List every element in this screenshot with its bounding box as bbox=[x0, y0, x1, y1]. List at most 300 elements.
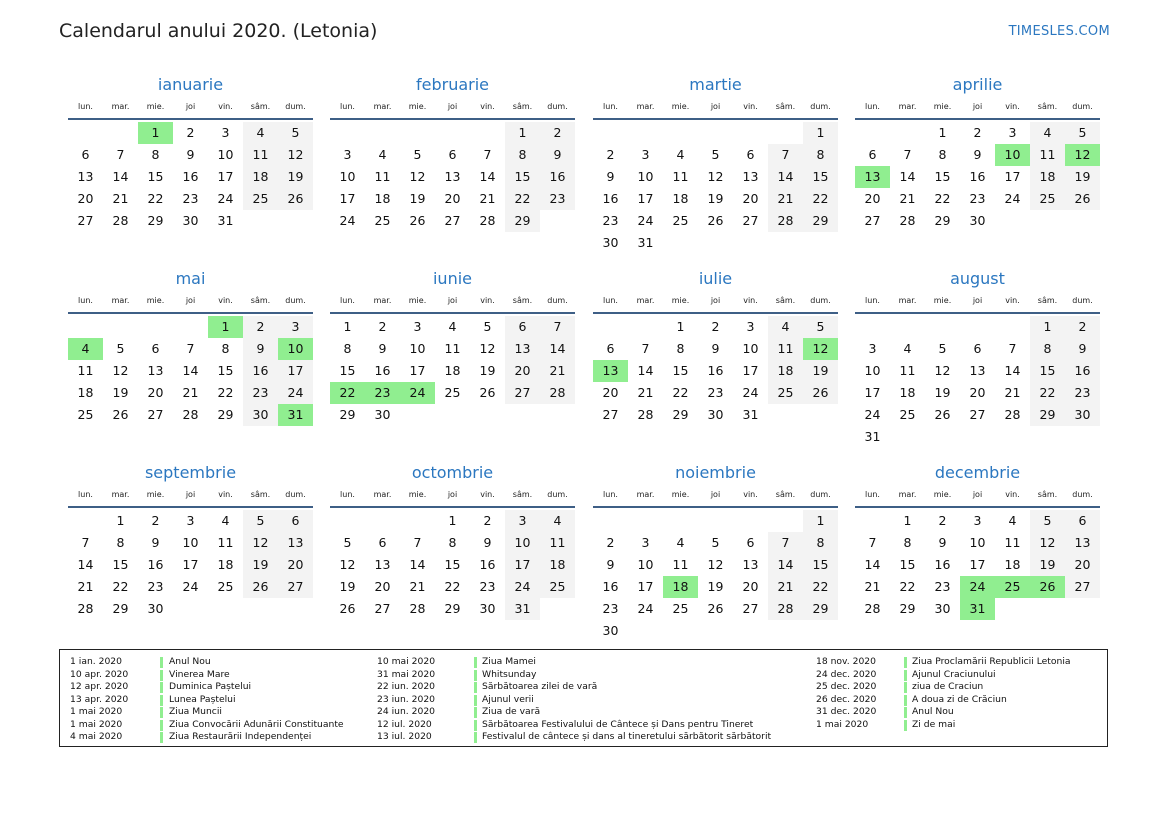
day-cell: 6 bbox=[746, 535, 755, 550]
month-name: iunie bbox=[432, 269, 472, 288]
day-cell: 12 bbox=[707, 557, 724, 572]
day-cell: 21 bbox=[540, 360, 575, 382]
day-cell: 15 bbox=[339, 363, 356, 378]
weekday-label: mie. bbox=[671, 490, 690, 499]
day-cell: 16 bbox=[707, 363, 724, 378]
day-cell: 19 bbox=[339, 579, 356, 594]
day-cell: 16 bbox=[602, 579, 619, 594]
day-cell: 20 bbox=[444, 191, 461, 206]
holiday-day-cell: 26 bbox=[1030, 576, 1065, 598]
day-cell: 29 bbox=[803, 598, 838, 620]
month-iunie bbox=[330, 268, 575, 448]
day-cell: 5 bbox=[243, 510, 278, 532]
day-cell: 1 bbox=[676, 319, 685, 334]
day-cell: 15 bbox=[803, 554, 838, 576]
weekday-label: mie. bbox=[933, 296, 952, 305]
day-cell: 3 bbox=[505, 510, 540, 532]
day-cell: 28 bbox=[899, 213, 916, 228]
legend-item bbox=[70, 731, 429, 744]
day-cell: 11 bbox=[77, 363, 94, 378]
day-cell: 23 bbox=[707, 385, 724, 400]
legend-item bbox=[70, 694, 429, 707]
weekday-label: mar. bbox=[111, 296, 130, 305]
month-septembrie bbox=[68, 462, 313, 642]
day-cell: 3 bbox=[973, 513, 982, 528]
day-cell: 30 bbox=[602, 235, 619, 250]
day-cell: 29 bbox=[934, 213, 951, 228]
day-cell: 18 bbox=[217, 557, 234, 572]
day-cell: 29 bbox=[339, 407, 356, 422]
month-divider bbox=[855, 506, 1100, 508]
weekday-label: lun. bbox=[865, 296, 880, 305]
holiday-name: Whitsunday bbox=[482, 668, 537, 680]
day-cell: 19 bbox=[243, 554, 278, 576]
day-cell: 10 bbox=[637, 169, 654, 184]
legend-item bbox=[70, 669, 429, 682]
day-cell: 27 bbox=[742, 213, 759, 228]
day-cell: 7 bbox=[641, 341, 650, 356]
weekday-label: mar. bbox=[636, 102, 655, 111]
day-cell: 15 bbox=[112, 557, 129, 572]
holiday-date: 31 dec. 2020 bbox=[816, 706, 877, 717]
day-cell: 5 bbox=[711, 535, 720, 550]
weekday-label: vin. bbox=[1005, 102, 1020, 111]
day-cell: 12 bbox=[409, 169, 426, 184]
day-cell: 9 bbox=[606, 557, 615, 572]
weekday-label: mie. bbox=[146, 102, 165, 111]
holiday-marker bbox=[474, 720, 477, 731]
day-cell: 20 bbox=[374, 579, 391, 594]
day-cell: 25 bbox=[672, 601, 689, 616]
month-august bbox=[855, 268, 1100, 448]
day-cell: 2 bbox=[606, 147, 615, 162]
day-cell: 2 bbox=[186, 125, 195, 140]
day-cell: 6 bbox=[746, 147, 755, 162]
day-cell: 17 bbox=[278, 360, 313, 382]
day-cell: 14 bbox=[1004, 363, 1021, 378]
day-cell: 4 bbox=[676, 535, 685, 550]
weekday-label: mie. bbox=[933, 490, 952, 499]
day-cell: 14 bbox=[899, 169, 916, 184]
day-cell: 14 bbox=[409, 557, 426, 572]
day-cell: 24 bbox=[637, 601, 654, 616]
holiday-date: 24 dec. 2020 bbox=[816, 668, 877, 680]
weekday-label: dum. bbox=[285, 102, 306, 111]
holiday-date: 25 dec. 2020 bbox=[816, 681, 877, 692]
legend-item bbox=[70, 706, 429, 719]
day-cell: 6 bbox=[278, 510, 313, 532]
day-cell: 18 bbox=[540, 554, 575, 576]
weekday-label: joi bbox=[185, 102, 196, 111]
weekday-label: sâm. bbox=[250, 296, 271, 305]
day-cell: 1 bbox=[116, 513, 125, 528]
weekday-label: mar. bbox=[373, 490, 392, 499]
holiday-name: Ajunul verii bbox=[482, 693, 534, 705]
day-cell: 16 bbox=[1065, 360, 1100, 382]
day-cell: 12 bbox=[112, 363, 129, 378]
day-cell: 8 bbox=[343, 341, 352, 356]
holiday-marker bbox=[904, 695, 907, 706]
day-cell: 9 bbox=[243, 338, 278, 360]
day-cell: 25 bbox=[217, 579, 234, 594]
day-cell: 3 bbox=[278, 316, 313, 338]
day-cell: 8 bbox=[676, 341, 685, 356]
holiday-date: 26 dec. 2020 bbox=[816, 693, 877, 705]
day-cell: 14 bbox=[182, 363, 199, 378]
day-cell: 22 bbox=[444, 579, 461, 594]
weekday-label: joi bbox=[447, 102, 458, 111]
holiday-marker bbox=[160, 707, 163, 718]
day-cell: 13 bbox=[278, 532, 313, 554]
weekday-label: sâm. bbox=[250, 102, 271, 111]
legend-item bbox=[70, 681, 429, 694]
day-cell: 4 bbox=[676, 147, 685, 162]
day-cell: 8 bbox=[938, 147, 947, 162]
holiday-marker bbox=[904, 670, 907, 681]
day-cell: 2 bbox=[1065, 316, 1100, 338]
day-cell: 26 bbox=[707, 213, 724, 228]
day-cell: 11 bbox=[768, 338, 803, 360]
day-cell: 21 bbox=[77, 579, 94, 594]
holiday-marker bbox=[474, 732, 477, 743]
legend-column bbox=[377, 656, 772, 744]
day-cell: 5 bbox=[483, 319, 492, 334]
weekday-label: sâm. bbox=[1037, 296, 1058, 305]
day-cell: 13 bbox=[505, 338, 540, 360]
day-cell: 26 bbox=[803, 382, 838, 404]
holiday-date: 1 mai 2020 bbox=[70, 718, 123, 730]
day-cell: 21 bbox=[637, 385, 654, 400]
holiday-name: Ziua Restaurării Independenței bbox=[169, 731, 312, 742]
day-cell: 25 bbox=[243, 188, 278, 210]
month-aprilie bbox=[855, 74, 1100, 254]
day-cell: 14 bbox=[768, 554, 803, 576]
day-cell: 6 bbox=[606, 341, 615, 356]
day-cell: 25 bbox=[374, 213, 391, 228]
day-cell: 22 bbox=[899, 579, 916, 594]
day-cell: 30 bbox=[147, 601, 164, 616]
day-cell: 10 bbox=[339, 169, 356, 184]
day-cell: 27 bbox=[505, 382, 540, 404]
holiday-date: 24 iun. 2020 bbox=[377, 706, 436, 717]
weekday-label: mar. bbox=[898, 490, 917, 499]
legend-item bbox=[816, 706, 1169, 719]
day-cell: 23 bbox=[602, 213, 619, 228]
day-cell: 19 bbox=[1030, 554, 1065, 576]
day-cell: 28 bbox=[864, 601, 881, 616]
month-februarie bbox=[330, 74, 575, 254]
holiday-day-cell: 22 bbox=[330, 382, 365, 404]
day-cell: 11 bbox=[374, 169, 391, 184]
month-decembrie bbox=[855, 462, 1100, 642]
holiday-name: Duminica Paștelui bbox=[169, 681, 252, 692]
holiday-name: Anul Nou bbox=[169, 656, 211, 667]
holiday-marker bbox=[160, 720, 163, 731]
day-cell: 9 bbox=[483, 535, 492, 550]
day-cell: 30 bbox=[1065, 404, 1100, 426]
weekday-label: mie. bbox=[408, 490, 427, 499]
weekday-label: joi bbox=[710, 296, 721, 305]
day-cell: 14 bbox=[77, 557, 94, 572]
day-cell: 12 bbox=[1030, 532, 1065, 554]
weekday-label: vin. bbox=[743, 102, 758, 111]
day-cell: 20 bbox=[505, 360, 540, 382]
month-mai bbox=[68, 268, 313, 448]
day-cell: 23 bbox=[479, 579, 496, 594]
month-divider bbox=[330, 312, 575, 314]
weekday-label: joi bbox=[972, 102, 983, 111]
day-cell: 9 bbox=[606, 169, 615, 184]
day-cell: 12 bbox=[278, 144, 313, 166]
day-cell: 4 bbox=[378, 147, 387, 162]
day-cell: 25 bbox=[672, 213, 689, 228]
day-cell: 31 bbox=[217, 213, 234, 228]
month-name: februarie bbox=[415, 75, 490, 94]
month-name: mai bbox=[175, 269, 206, 288]
weekday-label: dum. bbox=[285, 490, 306, 499]
day-cell: 10 bbox=[742, 341, 759, 356]
day-cell: 6 bbox=[868, 147, 877, 162]
holiday-day-cell: 23 bbox=[365, 382, 400, 404]
day-cell: 30 bbox=[479, 601, 496, 616]
day-cell: 14 bbox=[540, 338, 575, 360]
weekday-label: lun. bbox=[78, 102, 93, 111]
legend-item bbox=[377, 669, 742, 682]
holiday-day-cell: 10 bbox=[278, 338, 313, 360]
day-cell: 2 bbox=[483, 513, 492, 528]
weekday-label: mar. bbox=[373, 296, 392, 305]
day-cell: 11 bbox=[540, 532, 575, 554]
holiday-date: 13 iul. 2020 bbox=[377, 731, 432, 742]
day-cell: 12 bbox=[479, 341, 496, 356]
day-cell: 28 bbox=[182, 407, 199, 422]
day-cell: 3 bbox=[746, 319, 755, 334]
weekday-label: mar. bbox=[636, 296, 655, 305]
day-cell: 12 bbox=[707, 169, 724, 184]
weekday-label: lun. bbox=[603, 102, 618, 111]
day-cell: 30 bbox=[969, 213, 986, 228]
day-cell: 8 bbox=[448, 535, 457, 550]
day-cell: 22 bbox=[672, 385, 689, 400]
day-cell: 23 bbox=[1065, 382, 1100, 404]
day-cell: 28 bbox=[112, 213, 129, 228]
day-cell: 29 bbox=[217, 407, 234, 422]
day-cell: 5 bbox=[1065, 122, 1100, 144]
holiday-marker bbox=[904, 720, 907, 731]
day-cell: 7 bbox=[483, 147, 492, 162]
day-cell: 9 bbox=[378, 341, 387, 356]
weekday-label: dum. bbox=[1072, 102, 1093, 111]
day-cell: 20 bbox=[1065, 554, 1100, 576]
day-cell: 5 bbox=[803, 316, 838, 338]
legend-item bbox=[816, 669, 1169, 682]
day-cell: 14 bbox=[864, 557, 881, 572]
day-cell: 13 bbox=[969, 363, 986, 378]
weekday-label: vin. bbox=[480, 102, 495, 111]
day-cell: 30 bbox=[243, 404, 278, 426]
day-cell: 5 bbox=[938, 341, 947, 356]
weekday-label: joi bbox=[447, 490, 458, 499]
month-name: decembrie bbox=[934, 463, 1021, 482]
weekday-label: dum. bbox=[285, 296, 306, 305]
day-cell: 21 bbox=[899, 191, 916, 206]
day-cell: 26 bbox=[278, 188, 313, 210]
day-cell: 29 bbox=[672, 407, 689, 422]
day-cell: 2 bbox=[243, 316, 278, 338]
legend-item bbox=[816, 656, 1169, 669]
day-cell: 21 bbox=[182, 385, 199, 400]
day-cell: 7 bbox=[116, 147, 125, 162]
weekday-label: sâm. bbox=[775, 102, 796, 111]
day-cell: 2 bbox=[540, 122, 575, 144]
day-cell: 8 bbox=[221, 341, 230, 356]
day-cell: 25 bbox=[444, 385, 461, 400]
month-divider bbox=[68, 118, 313, 120]
day-cell: 11 bbox=[672, 557, 689, 572]
day-cell: 8 bbox=[505, 144, 540, 166]
day-cell: 22 bbox=[112, 579, 129, 594]
day-cell: 23 bbox=[969, 191, 986, 206]
holiday-date: 12 iul. 2020 bbox=[377, 718, 432, 730]
day-cell: 18 bbox=[672, 191, 689, 206]
holiday-name: Festivalul de cântece și dans al tineretului sărbătorit sărbătorit bbox=[482, 731, 772, 742]
holiday-name: Sărbătoarea zilei de vară bbox=[482, 681, 598, 692]
holiday-day-cell: 13 bbox=[855, 166, 890, 188]
day-cell: 1 bbox=[803, 510, 838, 532]
day-cell: 1 bbox=[1030, 316, 1065, 338]
day-cell: 18 bbox=[1030, 166, 1065, 188]
day-cell: 27 bbox=[742, 601, 759, 616]
day-cell: 17 bbox=[182, 557, 199, 572]
weekday-label: dum. bbox=[810, 296, 831, 305]
day-cell: 10 bbox=[217, 147, 234, 162]
weekday-label: sâm. bbox=[512, 490, 533, 499]
holiday-name: Vinerea Mare bbox=[169, 668, 230, 680]
month-name: septembrie bbox=[144, 463, 237, 482]
holiday-marker bbox=[474, 682, 477, 693]
day-cell: 24 bbox=[505, 576, 540, 598]
day-cell: 18 bbox=[768, 360, 803, 382]
month-name: ianuarie bbox=[157, 75, 224, 94]
day-cell: 27 bbox=[278, 576, 313, 598]
day-cell: 6 bbox=[448, 147, 457, 162]
day-cell: 5 bbox=[278, 122, 313, 144]
day-cell: 5 bbox=[413, 147, 422, 162]
holiday-marker bbox=[474, 707, 477, 718]
day-cell: 6 bbox=[151, 341, 160, 356]
day-cell: 20 bbox=[278, 554, 313, 576]
day-cell: 26 bbox=[243, 576, 278, 598]
day-cell: 22 bbox=[803, 576, 838, 598]
day-cell: 23 bbox=[602, 601, 619, 616]
holiday-date: 12 apr. 2020 bbox=[70, 681, 129, 692]
day-cell: 1 bbox=[448, 513, 457, 528]
day-cell: 28 bbox=[1004, 407, 1021, 422]
month-name: noiembrie bbox=[675, 463, 756, 482]
day-cell: 4 bbox=[540, 510, 575, 532]
holiday-date: 23 iun. 2020 bbox=[377, 693, 436, 705]
day-cell: 10 bbox=[637, 557, 654, 572]
day-cell: 9 bbox=[973, 147, 982, 162]
weekday-label: mie. bbox=[146, 490, 165, 499]
weekday-label: sâm. bbox=[775, 490, 796, 499]
day-cell: 2 bbox=[973, 125, 982, 140]
month-divider bbox=[855, 118, 1100, 120]
day-cell: 19 bbox=[707, 191, 724, 206]
weekday-label: joi bbox=[185, 490, 196, 499]
page-title: Calendarul anului 2020. (Letonia) bbox=[59, 20, 378, 42]
site-link[interactable]: TIMESLES.COM bbox=[1008, 24, 1110, 39]
day-cell: 10 bbox=[864, 363, 881, 378]
weekday-label: vin. bbox=[1005, 296, 1020, 305]
month-name: august bbox=[950, 269, 1005, 288]
weekday-label: joi bbox=[972, 490, 983, 499]
weekday-label: joi bbox=[447, 296, 458, 305]
weekday-label: dum. bbox=[810, 102, 831, 111]
holiday-date: 10 apr. 2020 bbox=[70, 668, 129, 680]
day-cell: 31 bbox=[742, 407, 759, 422]
day-cell: 13 bbox=[742, 169, 759, 184]
legend-item bbox=[377, 694, 742, 707]
day-cell: 27 bbox=[969, 407, 986, 422]
holiday-day-cell: 1 bbox=[138, 122, 173, 144]
day-cell: 28 bbox=[768, 598, 803, 620]
day-cell: 2 bbox=[378, 319, 387, 334]
day-cell: 9 bbox=[151, 535, 160, 550]
day-cell: 7 bbox=[540, 316, 575, 338]
day-cell: 27 bbox=[444, 213, 461, 228]
month-noiembrie bbox=[593, 462, 838, 642]
weekday-label: mar. bbox=[373, 102, 392, 111]
day-cell: 18 bbox=[77, 385, 94, 400]
weekday-label: vin. bbox=[218, 296, 233, 305]
day-cell: 26 bbox=[934, 407, 951, 422]
day-cell: 8 bbox=[1030, 338, 1065, 360]
day-cell: 16 bbox=[540, 166, 575, 188]
day-cell: 5 bbox=[1030, 510, 1065, 532]
day-cell: 16 bbox=[374, 363, 391, 378]
day-cell: 6 bbox=[973, 341, 982, 356]
day-cell: 16 bbox=[479, 557, 496, 572]
day-cell: 15 bbox=[934, 169, 951, 184]
weekday-label: mar. bbox=[111, 102, 130, 111]
day-cell: 27 bbox=[147, 407, 164, 422]
day-cell: 4 bbox=[903, 341, 912, 356]
day-cell: 17 bbox=[864, 385, 881, 400]
holiday-name: Ziua Mamei bbox=[482, 656, 536, 667]
day-cell: 16 bbox=[934, 557, 951, 572]
day-cell: 24 bbox=[742, 385, 759, 400]
weekday-label: vin. bbox=[218, 490, 233, 499]
day-cell: 18 bbox=[243, 166, 278, 188]
legend-item bbox=[816, 694, 1169, 707]
day-cell: 2 bbox=[151, 513, 160, 528]
day-cell: 17 bbox=[217, 169, 234, 184]
month-divider bbox=[68, 506, 313, 508]
holiday-marker bbox=[160, 695, 163, 706]
day-cell: 6 bbox=[1065, 510, 1100, 532]
legend-column bbox=[70, 656, 429, 744]
holiday-marker bbox=[160, 682, 163, 693]
day-cell: 23 bbox=[243, 382, 278, 404]
day-cell: 20 bbox=[969, 385, 986, 400]
day-cell: 4 bbox=[221, 513, 230, 528]
day-cell: 11 bbox=[217, 535, 234, 550]
day-cell: 8 bbox=[116, 535, 125, 550]
holiday-date: 1 mai 2020 bbox=[816, 718, 869, 730]
day-cell: 11 bbox=[444, 341, 461, 356]
day-cell: 24 bbox=[637, 213, 654, 228]
